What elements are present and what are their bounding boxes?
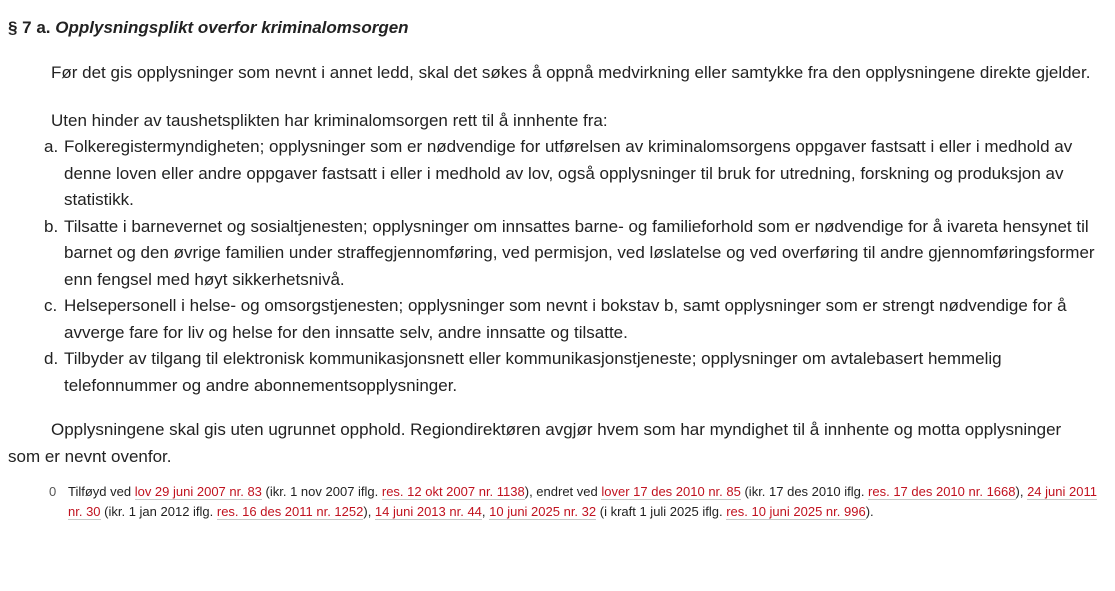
- list-item-text: Helsepersonell i helse- og omsorgstjenesten; opplysninger som nevnt i bokstav b, samt opplysninger som er strengt nødvendige for å avverge fare for liv og helse for den innsatte selv, andre innsatte og tilsatte.: [64, 296, 1067, 342]
- law-link-2013-44[interactable]: 14 juni 2013 nr. 44: [374, 503, 482, 519]
- list-marker: d.: [44, 349, 59, 368]
- law-link-2011-30[interactable]: 24 juni 2011 nr. 30: [68, 484, 1097, 519]
- section-title: Opplysningsplikt overfor kriminalomsorgen: [55, 18, 409, 37]
- law-link-2025-32[interactable]: 10 juni 2025 nr. 32: [489, 503, 597, 519]
- footnote-text: (ikr. 1 nov 2007 iflg.: [261, 484, 382, 499]
- footnote-text: Tilføyd ved: [68, 484, 135, 499]
- footnote-text: ).: [865, 503, 874, 519]
- list-marker: b.: [44, 216, 59, 236]
- list-marker: a.: [44, 137, 59, 156]
- footnote-text: ,: [481, 503, 490, 519]
- law-link-2010-85[interactable]: lover 17 des 2010 nr. 85: [601, 484, 741, 499]
- list-item-b: [8, 214, 1098, 294]
- list-item-d: [8, 346, 1098, 399]
- list-item-text: Tilsatte i barnevernet og sosialtjenesten; opplysninger om innsattes barne- og familieforhold som er nødvendige for å ivareta hensynet til barnet og den øvrige familien under straffegjennomføring, ved permisjon, ved løslatelse og ved overføring til andre gjennomføringsformer enn fengsel med høyt sikkerhetsnivå.: [64, 216, 1095, 289]
- list-marker: c.: [44, 296, 58, 315]
- amendment-footnote: [8, 482, 1098, 521]
- ledd-2-intro: Uten hinder av taushetsplikten har kriminalomsorgen rett til å innhente fra:: [51, 110, 608, 130]
- footnote-text: (i kraft 1 juli 2025 iflg.: [596, 503, 727, 519]
- list-item-text: Tilbyder av tilgang til elektronisk kommunikasjonsnett eller kommunikasjonstjeneste; opplysninger om avtalebasert hemmelig telefonnummer og andre abonnementsopplysninger.: [64, 349, 1002, 395]
- footnote-marker: 0: [49, 484, 57, 499]
- ledd-3: Opplysningene skal gis uten ugrunnet opphold. Regiondirektøren avgjør hvem som har myndighet til å innhente og motta opplysninger som er nevnt ovenfor.: [8, 420, 1062, 466]
- letter-list: [8, 134, 1098, 399]
- res-link-2007-1138[interactable]: res. 12 okt 2007 nr. 1138: [381, 484, 525, 499]
- list-item-c: [8, 293, 1098, 346]
- list-item-a: [8, 134, 1098, 214]
- res-link-2010-1668[interactable]: res. 17 des 2010 nr. 1668: [868, 484, 1016, 499]
- paragraph-section: [8, 17, 1098, 521]
- footnote-text: ),: [1015, 484, 1028, 499]
- section-number: § 7 a.: [8, 18, 51, 37]
- footnote-text: ),: [363, 503, 375, 519]
- res-link-2025-996[interactable]: res. 10 juni 2025 nr. 996: [726, 503, 866, 519]
- footnote-text: (ikr. 17 des 2010 iflg.: [740, 484, 869, 499]
- footnote-text: (ikr. 1 jan 2012 iflg.: [100, 503, 217, 519]
- section-heading: [8, 17, 1098, 39]
- ledd-1: Før det gis opplysninger som nevnt i annet ledd, skal det søkes å oppnå medvirkning eller samtykke fra den opplysningene direkte gjelder.: [51, 63, 1091, 82]
- list-item-text: Folkeregistermyndigheten; opplysninger som er nødvendige for utførelsen av kriminalomsorgens oppgaver fastsatt i eller i medhold av denne loven eller andre oppgaver fastsatt i eller i medhold av lov, også opplysninger til bruk for utredning, forskning og produksjon av statistikk.: [64, 137, 1073, 209]
- footnote-text: ), endret ved: [524, 484, 602, 499]
- law-link-2007-83[interactable]: lov 29 juni 2007 nr. 83: [134, 484, 262, 499]
- res-link-2011-1252[interactable]: res. 16 des 2011 nr. 1252: [216, 503, 364, 519]
